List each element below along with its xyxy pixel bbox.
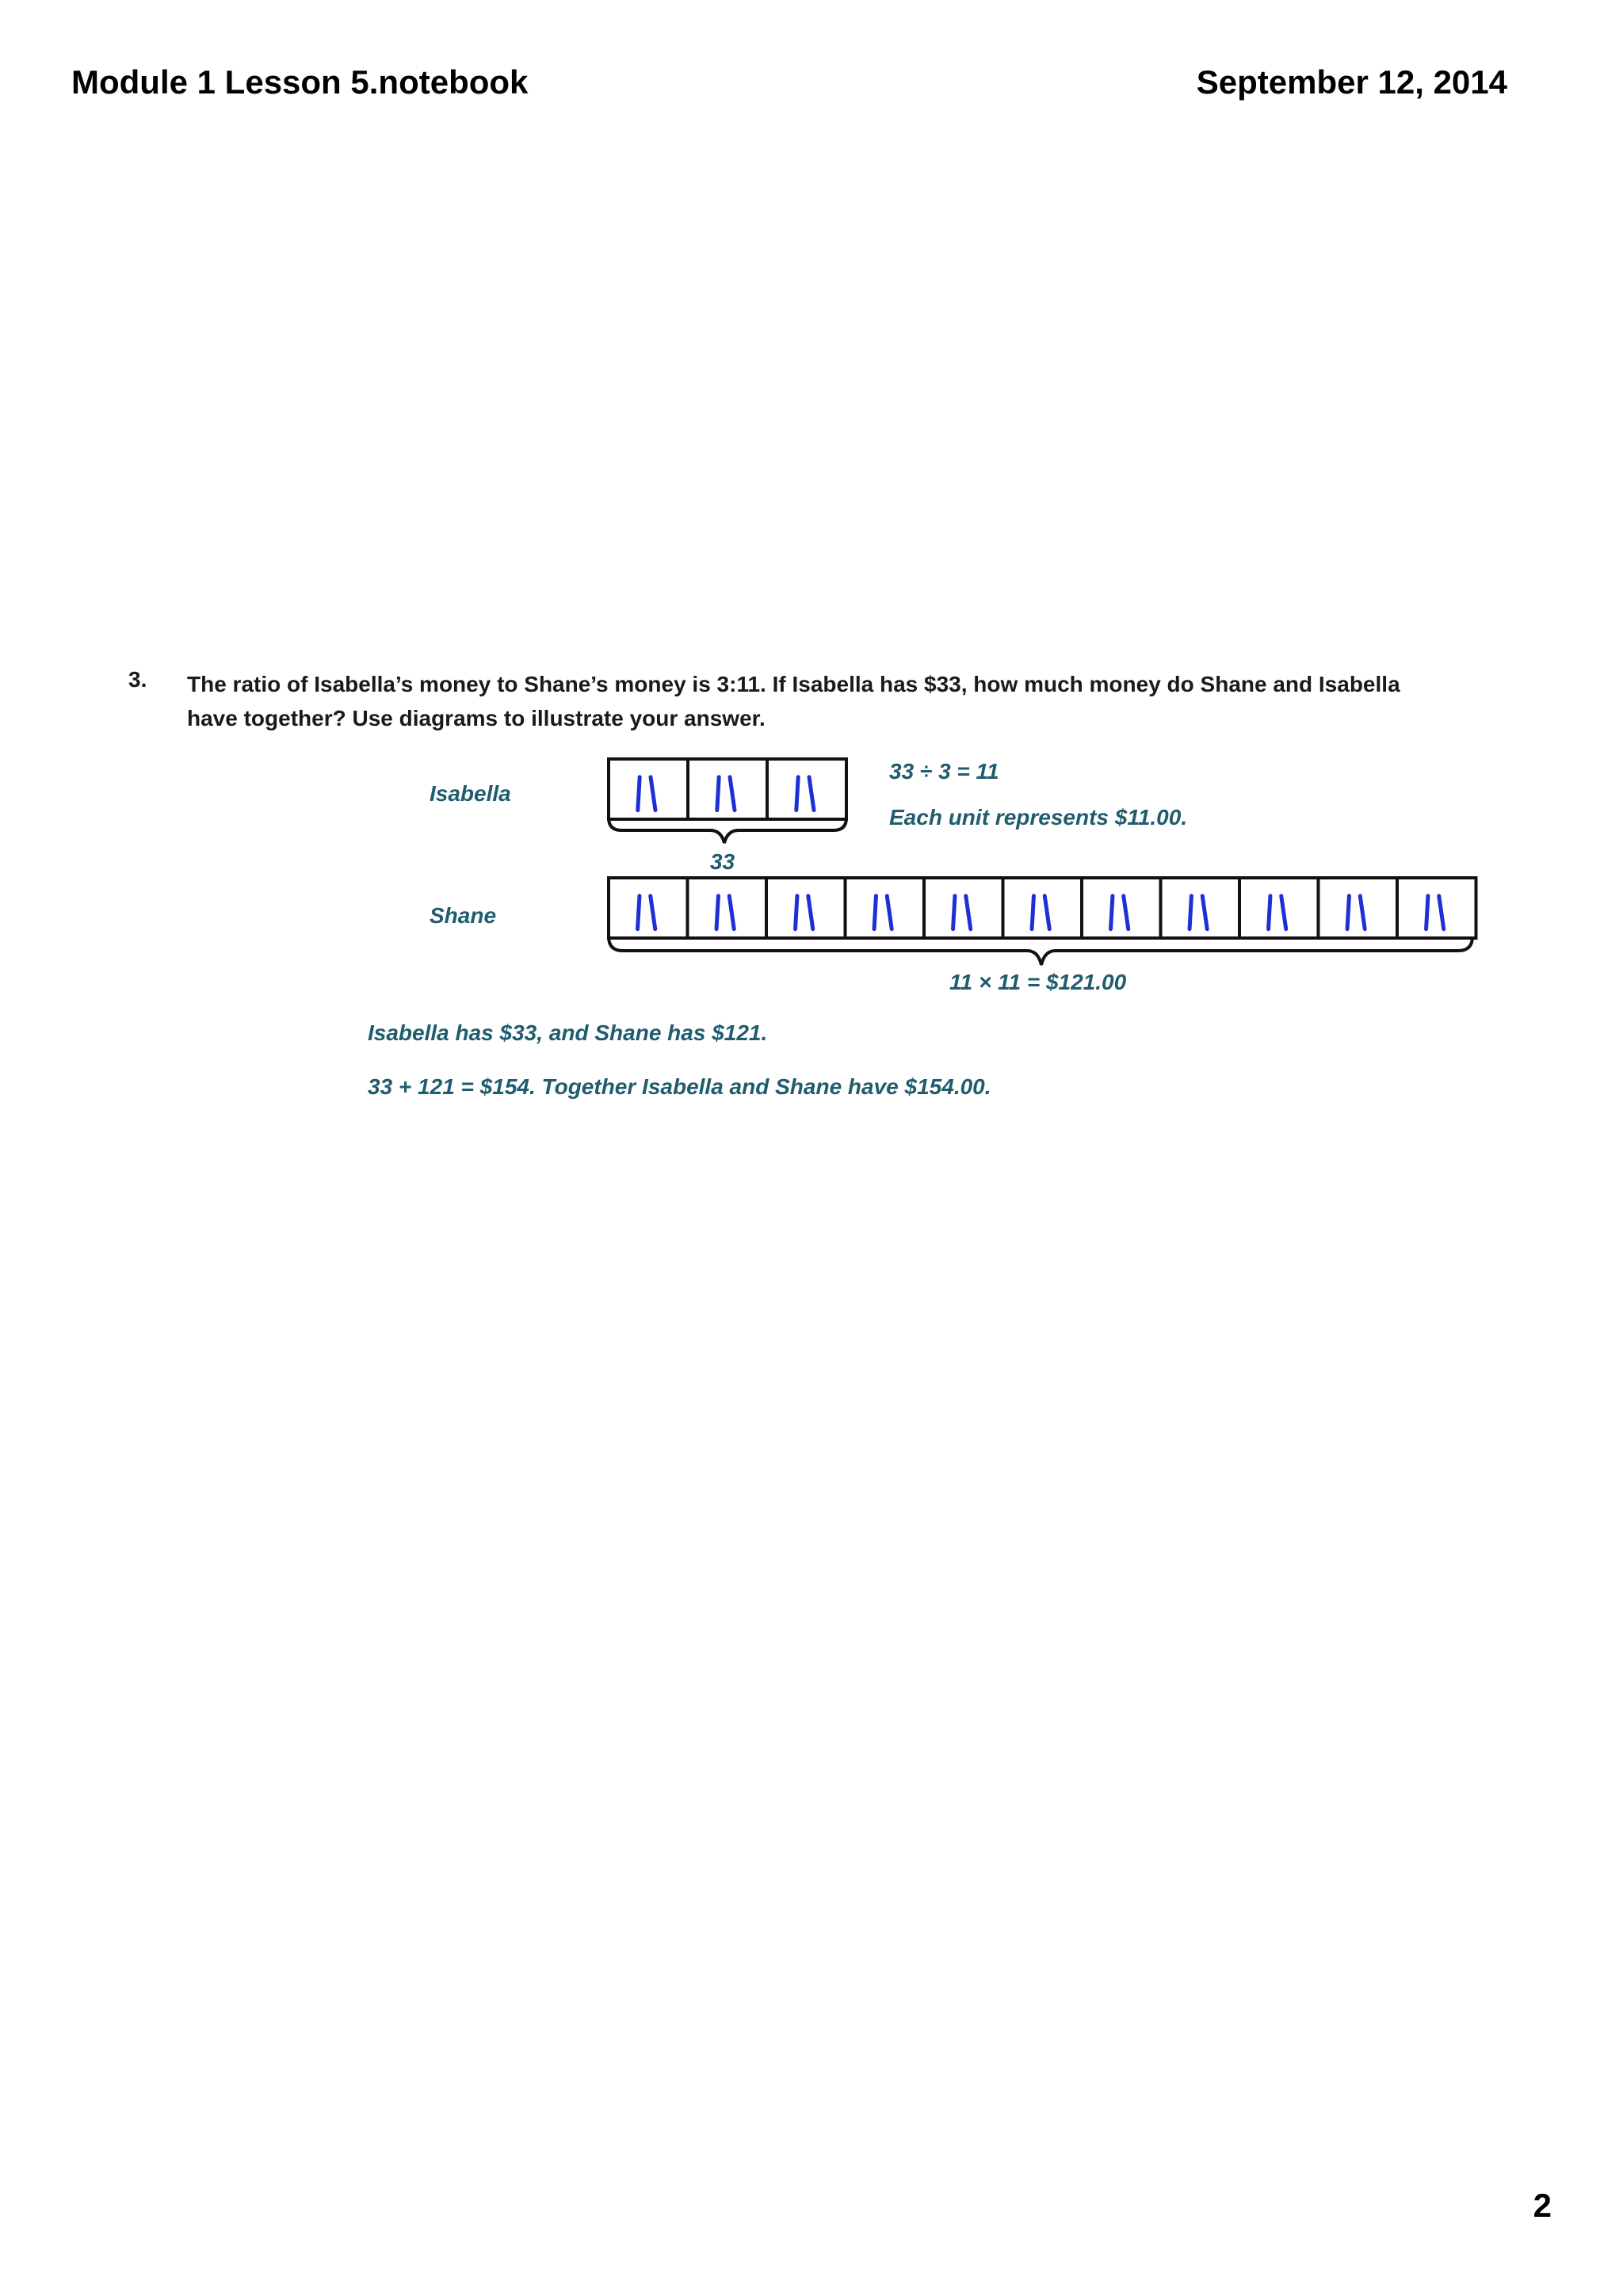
shane-tally-mark — [887, 896, 892, 929]
shane-unit-box — [1319, 878, 1398, 938]
question-number: 3. — [128, 667, 147, 692]
shane-tally-mark — [1190, 896, 1191, 929]
shane-tally-mark — [638, 896, 640, 929]
shane-tally-mark — [716, 896, 718, 929]
notebook-title: Module 1 Lesson 5.notebook — [71, 63, 529, 101]
shane-tally-mark — [651, 896, 655, 929]
shane-label: Shane — [430, 903, 497, 928]
shane-tally-mark — [1032, 896, 1033, 929]
isabella-tally-mark — [809, 777, 814, 810]
shane-tally-mark — [729, 896, 734, 929]
isabella-unit-box — [767, 759, 846, 819]
isabella-label: Isabella — [430, 781, 511, 806]
shane-tally-mark — [1124, 896, 1128, 929]
shane-unit-box — [1003, 878, 1083, 938]
shane-unit-box — [688, 878, 767, 938]
shane-tally-mark — [1111, 896, 1113, 929]
shane-tally-mark — [1347, 896, 1349, 929]
shane-tape — [609, 878, 1476, 938]
isabella-tally-mark — [651, 777, 655, 810]
shane-tally-mark — [796, 896, 797, 929]
shane-tally-mark — [1269, 896, 1270, 929]
shane-unit-box — [766, 878, 846, 938]
question-line-2: have together? Use diagrams to illustrate your answer. — [187, 706, 766, 730]
isabella-total: 33 — [710, 849, 735, 874]
shane-tally-mark — [808, 896, 813, 929]
shane-tally-mark — [1044, 896, 1049, 929]
shane-tally-mark — [1281, 896, 1286, 929]
isabella-unit-box — [688, 759, 767, 819]
isabella-tally-mark — [717, 777, 719, 810]
isabella-tape — [609, 759, 846, 819]
answer-line-1: Isabella has $33, and Shane has $121. — [368, 1020, 768, 1045]
shane-total: 11 × 11 = $121.00 — [949, 970, 1127, 994]
answer-line-2: 33 + 121 = $154. Together Isabella and Shane have $154.00. — [368, 1074, 991, 1099]
shane-tally-mark — [1439, 896, 1444, 929]
division-equation: 33 ÷ 3 = 11 — [889, 759, 999, 784]
shane-unit-box — [846, 878, 925, 938]
page-number: 2 — [1533, 2187, 1552, 2224]
shane-tally-mark — [953, 896, 955, 929]
isabella-tally-mark — [638, 777, 640, 810]
shane-unit-box — [1397, 878, 1476, 938]
unit-value-note: Each unit represents $11.00. — [889, 805, 1188, 830]
shane-unit-box — [1161, 878, 1240, 938]
isabella-brace — [609, 818, 846, 843]
shane-tally-mark — [1202, 896, 1207, 929]
isabella-tally-mark — [796, 777, 798, 810]
page-date: September 12, 2014 — [1196, 63, 1507, 101]
shane-tally-mark — [1426, 896, 1428, 929]
shane-unit-box — [609, 878, 688, 938]
shane-unit-box — [1239, 878, 1319, 938]
shane-tally-mark — [966, 896, 971, 929]
shane-tally-mark — [874, 896, 876, 929]
question-line-1: The ratio of Isabella’s money to Shane’s money is 3:11. If Isabella has $33, how much money do Shane and Isabella — [187, 672, 1400, 696]
shane-unit-box — [924, 878, 1003, 938]
isabella-unit-box — [609, 759, 688, 819]
shane-unit-box — [1082, 878, 1161, 938]
shane-tally-mark — [1360, 896, 1365, 929]
isabella-tally-mark — [730, 777, 735, 810]
shane-brace — [609, 936, 1472, 965]
